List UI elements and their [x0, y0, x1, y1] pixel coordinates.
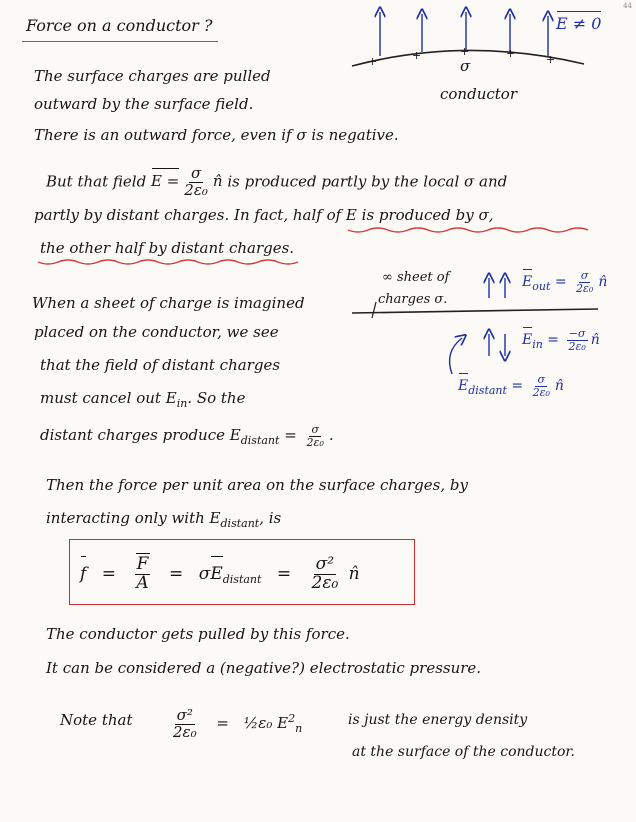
- note-rest-1: is just the energy density: [348, 712, 528, 728]
- para2-line-3: that the field of distant charges: [40, 356, 281, 374]
- text-line-6: the other half by distant charges.: [40, 239, 295, 257]
- plus-charge-2: +: [412, 49, 422, 62]
- text-line-2: outward by the surface field.: [34, 95, 254, 113]
- text-line-5: partly by distant charges. In fact, half of E is produced by σ,: [34, 206, 494, 224]
- text-line-1: The surface charges are pulled: [34, 67, 271, 85]
- para2-line-5: distant charges produce $E_{distant}$ = $\frac{\sigma}{\text{2ε₀}}$ .: [40, 423, 334, 449]
- para2-line-4: must cancel out $E_{in}$. So the: [40, 389, 246, 410]
- plus-charge-1: +: [368, 55, 378, 68]
- note-equation: $\frac{\text{σ²}}{\text{2ε₀}}$ = ½ε₀ $E^2_n$: [173, 705, 303, 741]
- eq-eps0: 2ε₀: [184, 180, 208, 199]
- field-e-symbol: E =: [150, 172, 180, 191]
- plus-charge-3: +: [460, 45, 470, 58]
- closing-line-2: It can be considered a (negative?) electrostatic pressure.: [46, 659, 482, 677]
- sheet-label-2: charges σ.: [378, 292, 448, 307]
- page-number: 44: [623, 2, 632, 10]
- e-in-expression: $E_{in}$ = $\frac{-\sigma}{\text{2ε₀}}$ n̂: [522, 327, 600, 353]
- conductor-label: conductor: [440, 85, 517, 103]
- sheet-label-1: ∞ sheet of: [382, 270, 450, 285]
- para2-line-2: placed on the conductor, we see: [34, 323, 279, 341]
- text-line-3: There is an outward force, even if σ is negative.: [34, 126, 399, 144]
- note-label: Note that: [60, 711, 133, 729]
- plus-charge-5: +: [546, 53, 556, 66]
- sigma-label: σ: [460, 57, 471, 75]
- plus-charge-4: +: [506, 47, 516, 60]
- note-rest-2: at the surface of the conductor.: [352, 744, 576, 760]
- boxed-equation: f = $\frac{F}{A}$ = $\sigma E_{distant}$ = $\frac{\text{σ²}}{\text{2ε₀}}$ n̂: [80, 554, 360, 593]
- e-distant-expression: $E_{distant}$ = $\frac{\sigma}{\text{2ε₀}}$ n̂: [458, 373, 564, 399]
- para3-line-1: Then the force per unit area on the surface charges, by: [46, 476, 468, 494]
- text-line-4-b: is produced partly by the local σ and: [227, 172, 508, 191]
- e-out-expression: $E_{out}$ = $\frac{\sigma}{\text{2ε₀}}$ n̂: [522, 269, 608, 295]
- text-line-4-a: But that field: [46, 172, 147, 191]
- eq-nhat: n̂: [212, 172, 223, 191]
- para3-line-2: interacting only with $E_{distant}$, is: [46, 509, 282, 530]
- para2-line-1: When a sheet of charge is imagined: [32, 294, 305, 312]
- page-title: Force on a conductor ?: [26, 16, 213, 35]
- field-e-ne-zero: E ≠ 0: [556, 14, 602, 33]
- eq-sigma: σ: [190, 164, 202, 182]
- closing-line-1: The conductor gets pulled by this force.: [46, 625, 350, 643]
